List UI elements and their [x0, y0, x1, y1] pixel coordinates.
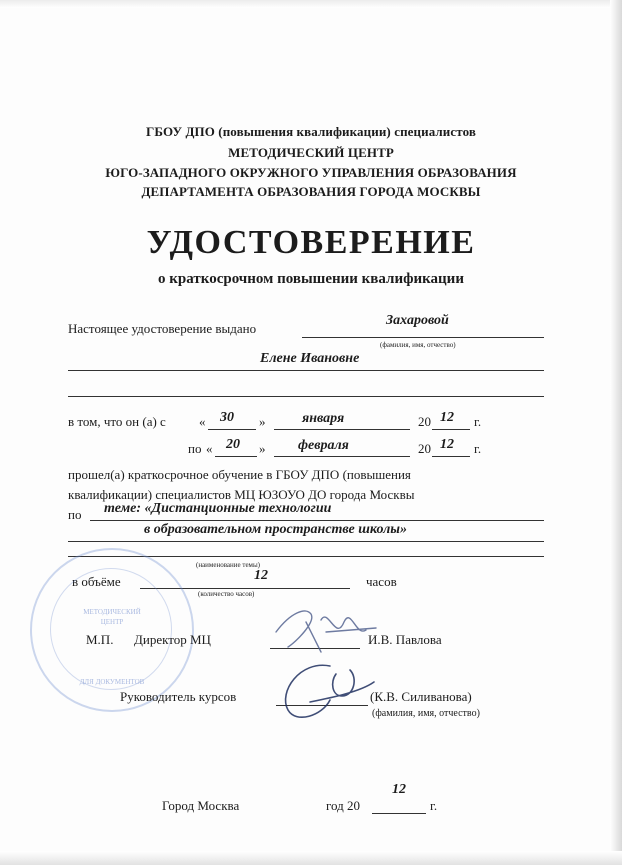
from-month-line — [274, 429, 410, 430]
volume-label: в объёме — [72, 574, 121, 589]
to-day-line — [215, 456, 257, 457]
hours-unit: часов — [366, 574, 397, 589]
round-seal-stamp — [30, 548, 194, 712]
from-year-line — [432, 429, 470, 430]
hours-caption: (количество часов) — [198, 590, 255, 598]
scan-edge-bottom — [0, 851, 622, 865]
director-name: И.В. Павлова — [368, 632, 442, 647]
seal-text-bottom: ДЛЯ ДОКУМЕНТОВ — [79, 678, 145, 686]
issued-label: Настоящее удостоверение выдано — [68, 321, 257, 336]
from-quote-open: « — [199, 414, 206, 429]
to-year-line — [432, 456, 470, 457]
training-line-2: квалификации) специалистов МЦ ЮЗОУО ДО города Москвы — [68, 487, 415, 502]
seal-text-mid: ЦЕНТР — [100, 618, 124, 626]
from-day-line — [208, 429, 256, 430]
director-label: Директор МЦ — [134, 632, 211, 647]
to-year-prefix: 20 — [418, 441, 431, 456]
org-line-4: ДЕПАРТАМЕНТА ОБРАЗОВАНИЯ ГОРОДА МОСКВЫ — [141, 184, 481, 199]
topic-line-2 — [68, 541, 544, 542]
from-year-suffix: г. — [474, 414, 482, 429]
to-quote-open: « — [206, 441, 213, 456]
to-day: 20 — [226, 437, 240, 452]
course-head-label: Руководитель курсов — [120, 689, 237, 704]
from-day: 30 — [220, 410, 234, 425]
to-month: февраля — [298, 438, 349, 453]
to-quote-close: » — [259, 441, 266, 456]
topic-caption: (наименование темы) — [196, 561, 261, 569]
from-quote-close: » — [259, 414, 266, 429]
footer-year-line — [372, 813, 426, 814]
seal-text-top: МЕТОДИЧЕСКИЙ — [83, 608, 141, 616]
surname-line — [302, 337, 544, 338]
topic-line-1-text: теме: «Дистанционные технологии — [104, 501, 332, 516]
course-head-caption: (фамилия, имя, отчество) — [372, 708, 480, 719]
course-head-signature — [270, 652, 380, 730]
footer-year-suffix: г. — [430, 798, 438, 813]
topic-line-1 — [90, 520, 544, 521]
period-from-label: в том, что он (а) с — [68, 414, 166, 429]
to-year-suffix: г. — [474, 441, 482, 456]
hours-value: 12 — [254, 568, 268, 583]
topic-line-2-text: в образовательном пространстве школы» — [144, 522, 407, 537]
blank-line — [68, 396, 544, 397]
course-head-name: (К.В. Силиванова) — [370, 689, 472, 704]
surname-value: Захаровой — [386, 313, 449, 328]
scan-edge-top — [0, 0, 622, 8]
seal-inner-ring — [50, 568, 172, 690]
org-line-2: МЕТОДИЧЕСКИЙ ЦЕНТР — [228, 145, 394, 160]
org-line-1: ГБОУ ДПО (повышения квалификации) специалистов — [146, 124, 476, 139]
org-line-3: ЮГО-ЗАПАДНОГО ОКРУЖНОГО УПРАВЛЕНИЯ ОБРАЗОВАНИЯ — [105, 165, 517, 180]
year-label: год 20 — [326, 798, 360, 813]
from-year: 12 — [440, 410, 454, 425]
document-subtitle: о краткосрочном повышении квалификации — [158, 271, 464, 287]
from-year-prefix: 20 — [418, 414, 431, 429]
name-line — [68, 370, 544, 371]
period-to-label: по — [188, 441, 202, 456]
document-title: УДОСТОВЕРЕНИЕ — [146, 224, 476, 261]
surname-caption: (фамилия, имя, отчество) — [380, 341, 456, 349]
to-year: 12 — [440, 437, 454, 452]
training-line-1: прошел(а) краткосрочное обучение в ГБОУ ДПО (повышения — [68, 467, 411, 482]
from-month: января — [302, 411, 345, 426]
footer-year: 12 — [392, 782, 406, 797]
training-po-label: по — [68, 507, 82, 522]
name-value: Елене Ивановне — [260, 351, 360, 366]
city-label: Город Москва — [162, 798, 240, 813]
to-month-line — [274, 456, 410, 457]
mp-label: М.П. — [86, 632, 114, 647]
